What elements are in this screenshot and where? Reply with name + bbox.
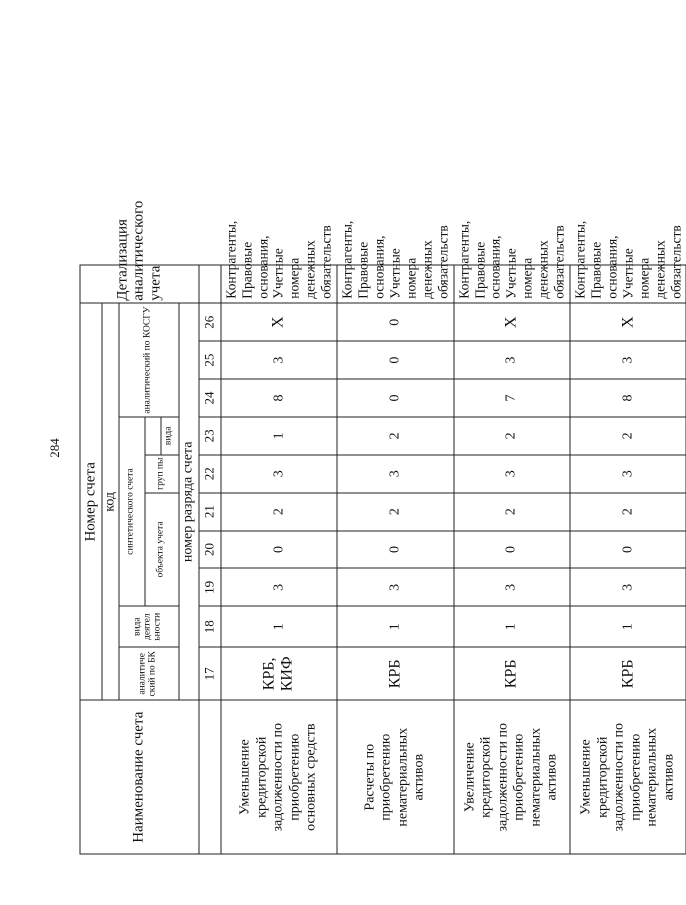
- digit-23: 23: [198, 416, 220, 454]
- digit-21: 21: [198, 492, 220, 530]
- row-d24: 0: [337, 379, 453, 417]
- row-name: Уменьшение кредиторской задолженности по приобретению нематериальных активов: [570, 700, 686, 854]
- header-code: код: [102, 303, 119, 700]
- header-object: объекта учета: [144, 492, 178, 606]
- header-name: Наименование счета: [80, 700, 199, 854]
- table-row: [337, 37, 453, 854]
- row-d24: 7: [453, 379, 569, 417]
- header-account-number: Номер счета: [80, 303, 102, 700]
- row-d19: 3: [453, 568, 569, 606]
- digit-18: 18: [198, 606, 220, 647]
- header-analytic-bk: аналитиче ский по БК: [118, 647, 178, 700]
- row-bk: КРБ: [453, 647, 569, 700]
- digit-20: 20: [198, 530, 220, 568]
- row-d25: 3: [453, 341, 569, 379]
- row-d18: 1: [337, 606, 453, 647]
- row-bk: КРБ: [337, 647, 453, 700]
- header-kind-spacer: [144, 416, 160, 454]
- row-d20: 0: [220, 530, 336, 568]
- row-detail: Контрагенты, Правовые основания, Учетные номера денежных обязательств: [453, 265, 569, 303]
- digit-24: 24: [198, 379, 220, 417]
- header-kind: вида: [160, 416, 178, 454]
- row-d23: 2: [453, 416, 569, 454]
- row-detail: Контрагенты, Правовые основания, Учетные номера денежных обязательств: [570, 265, 686, 303]
- header-digit-number: номер разряда счета: [178, 303, 198, 700]
- row-d22: 3: [220, 454, 336, 492]
- table-row: [570, 37, 686, 854]
- accounts-table: [79, 36, 686, 854]
- row-d20: 0: [337, 530, 453, 568]
- table-row: [220, 37, 336, 854]
- table-row: [453, 37, 569, 854]
- row-d22: 3: [453, 454, 569, 492]
- digit-22: 22: [198, 454, 220, 492]
- row-d19: 3: [570, 568, 686, 606]
- row-d24: 8: [220, 379, 336, 417]
- row-bk: КРБ: [570, 647, 686, 700]
- row-name: Увеличение кредиторской задолженности по приобретению нематериальных активов: [453, 700, 569, 854]
- row-bk: КРБ, КИФ: [220, 647, 336, 700]
- row-d26: X: [220, 303, 336, 341]
- row-d26: 0: [337, 303, 453, 341]
- header-synthetic: синтетического счета: [118, 416, 144, 605]
- row-d21: 2: [220, 492, 336, 530]
- row-d21: 2: [337, 492, 453, 530]
- row-d23: 2: [570, 416, 686, 454]
- row-d23: 1: [220, 416, 336, 454]
- row-d21: 2: [453, 492, 569, 530]
- digit-17: 17: [198, 647, 220, 700]
- row-d22: 3: [570, 454, 686, 492]
- digit-26: 26: [198, 303, 220, 341]
- row-d19: 3: [337, 568, 453, 606]
- header-empty-name: [198, 700, 220, 854]
- row-d20: 0: [453, 530, 569, 568]
- row-detail: Контрагенты, Правовые основания, Учетные номера денежных обязательств: [337, 265, 453, 303]
- row-d23: 2: [337, 416, 453, 454]
- row-d25: 3: [570, 341, 686, 379]
- row-detail: Контрагенты, Правовые основания, Учетные номера денежных обязательств: [220, 265, 336, 303]
- page-number: 284: [47, 438, 62, 458]
- row-d18: 1: [453, 606, 569, 647]
- row-d20: 0: [570, 530, 686, 568]
- row-d19: 3: [220, 568, 336, 606]
- row-d26: X: [570, 303, 686, 341]
- row-d21: 2: [570, 492, 686, 530]
- header-activity-type: вида деятел ьности: [118, 606, 178, 647]
- row-d24: 8: [570, 379, 686, 417]
- header-detail: Детализация аналитического учета: [80, 265, 199, 303]
- header-group: груп пы: [144, 454, 178, 492]
- header-kosgu: аналитический по КОСГУ: [118, 303, 178, 417]
- row-name: Расчеты по приобретению нематериальных активов: [337, 700, 453, 854]
- header-empty-detail: [198, 265, 220, 303]
- row-d18: 1: [570, 606, 686, 647]
- row-d25: 0: [337, 341, 453, 379]
- row-d26: X: [453, 303, 569, 341]
- accounts-table-wrapper: [79, 36, 683, 854]
- digit-25: 25: [198, 341, 220, 379]
- row-d22: 3: [337, 454, 453, 492]
- digit-19: 19: [198, 568, 220, 606]
- row-name: Уменьшение кредиторской задолженности по приобретению основных средств: [220, 700, 336, 854]
- row-d18: 1: [220, 606, 336, 647]
- row-d25: 3: [220, 341, 336, 379]
